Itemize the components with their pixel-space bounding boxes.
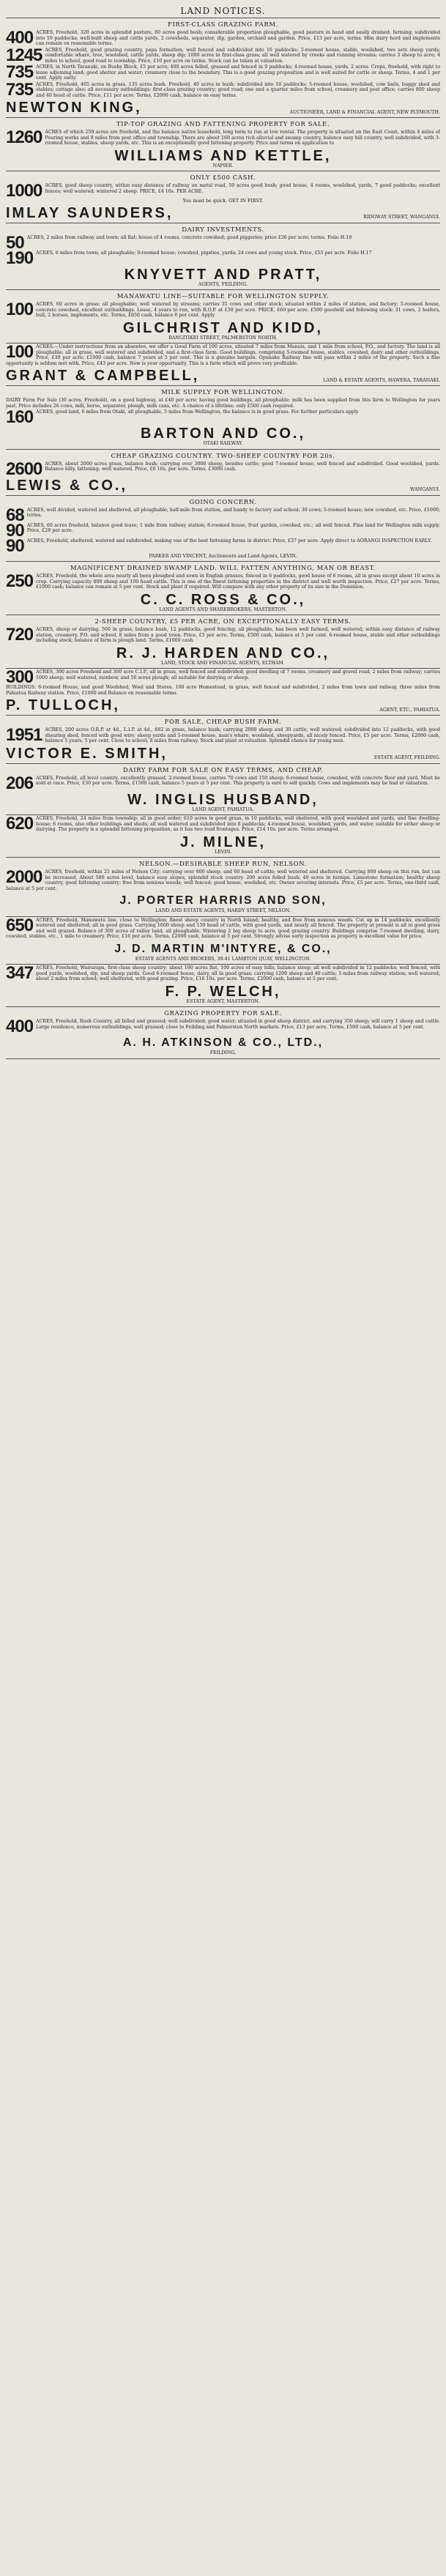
agent-address: LAND, STOCK AND FINANCIAL AGENTS, ELTHAM. <box>161 660 285 666</box>
ad-heading: GRAZING PROPERTY FOR SALE. <box>164 1010 282 1017</box>
agent-name: C. C. ROSS & CO., <box>140 591 306 608</box>
ad-paragraph <box>6 127 440 147</box>
ad-paragraph <box>6 79 440 100</box>
ad-text: ACRES, 300 acres Freehold and 300 acre C.I.P., all in grass, well fenced and subdivided; good dwelling of 7 rooms, creamery and gravel road, 2 miles from railway; carries 1000 sheep; well watered, rainbow, and 50 acres plough; all suitable for dairying or sheep. <box>36 669 440 680</box>
agent-address: RIDGWAY STREET, WANGANUI. <box>363 215 440 220</box>
agent-name: LEWIS & CO., <box>6 477 127 494</box>
acreage-figure: 160 <box>6 407 34 427</box>
agent-name: W. INGLIS HUSBAND, <box>127 791 319 808</box>
agent-name: R. J. HARDEN AND CO., <box>116 645 330 661</box>
ad-text: ACRES, Freehold, 465 acres in grass, 135 acres bush. Freehold, 40 acres in bush; subdivided into 10 paddocks; 5-roomed house, woolshed, cow bails, buggy shed and stables; cottage also; all necessary outbuildings; first-class grazing country; good road; one and a quarter miles from school, creamery and post office; carries 800 sheep and 40 head of cattle. Price, £11 per acre; Terms, £2000 cash, balance on easy terms. <box>36 81 440 98</box>
agent-address: ESTATE AGENTS AND BROKERS, 39-41 LAMBTON QUAY, WELLINGTON. <box>135 956 311 962</box>
acreage-figure: 100 <box>6 300 34 319</box>
section-title: LAND NOTICES. <box>180 6 266 16</box>
ad-paragraph <box>6 398 440 409</box>
advertisement <box>6 223 440 291</box>
agent-address: NAPIER. <box>212 163 234 168</box>
agent-name: J. MILNE, <box>179 834 266 850</box>
agent-name: J. D. MARTIN M'INTYRE, & CO., <box>114 942 332 955</box>
ad-paragraph <box>6 773 440 793</box>
agent-block <box>6 204 440 220</box>
advertisement <box>6 171 440 223</box>
ad-paragraph <box>6 344 440 366</box>
ad-heading: DAIRY INVESTMENTS. <box>182 226 264 234</box>
ad-paragraph <box>6 627 440 644</box>
acreage-figure: 1951 <box>6 725 42 745</box>
ad-heading: FOR SALE, CHEAP BUSH FARM. <box>164 719 282 726</box>
ad-text: ACRES, good sheep country, within easy distance of railway on metal road, 50 acres good bush; good house, 4 rooms, woolshed, yards, 7 good paddocks; excellent fences; well watered; wintered 2 sheep. PRICE, £4 10s. PER ACRE. <box>45 183 440 194</box>
agent-name: GILCHRIST AND KIDD, <box>123 319 323 336</box>
ad-heading: MILK SUPPLY FOR WELLINGTON. <box>161 389 285 396</box>
agent-address: ESTATE AGENT, MASTERTON. <box>186 998 260 1004</box>
acreage-figure: 250 <box>6 571 34 591</box>
ad-paragraph <box>6 302 440 319</box>
agent-name: P. TULLOCH, <box>6 697 120 713</box>
advertisement <box>6 290 440 344</box>
advertisement <box>6 764 440 816</box>
ad-paragraph <box>6 669 440 687</box>
ad-heading: GOING CONCERN. <box>189 498 257 506</box>
acreage-figure: 735 <box>6 79 34 100</box>
acreage-figure: 620 <box>6 815 34 834</box>
agent-address: RANGITIKEI STREET, PALMERSTON NORTH. <box>168 335 278 341</box>
ad-paragraph <box>6 685 440 696</box>
advertisement <box>6 562 440 615</box>
agent-block <box>6 745 440 761</box>
advertisement <box>6 386 440 450</box>
ad-text: ACRES of which 250 acres are freehold, and the balance native leasehold, long term to run at low rental. The property is situated on the East Coast, within 4 miles of Pouring works and 8 miles from post office and township. There are about 160 acres rich alluvial and swamp country, balance easy hill country, well subdivided, with 3-roomed house, stables, sheep yards, etc. This is an exceptionally good fattening property. Price and terms on application to <box>45 130 440 146</box>
acreage-figure: 68 <box>6 505 24 525</box>
acreage-figure: 90 <box>6 520 24 541</box>
agent-address: FEILDING. <box>209 1050 237 1055</box>
agent-name: IMLAY SAUNDERS, <box>6 204 174 221</box>
acreage-figure: 400 <box>6 1017 34 1036</box>
ad-paragraph <box>6 505 440 525</box>
ad-text: ACRES, Freehold, 320 acres in splendid pasture, 80 acres good bush; considerable proportion ploughable, good pasture in hand and easily drained; farming; subdivided into 10 paddocks; well-built sheep and cattle yards, 2 cowsheds, separator, dip, garden, orchard and garden. Price, £13 per acre, terms. Hbn dairy herd and implements can remain on reasonable terms. <box>36 30 440 46</box>
advertisement <box>6 496 440 563</box>
ad-text: ACRES, 200 acres O.R.P. at 4d., L.I.P. at 4d., 882 in grass, balance bush; carrying 2000 sheep and 30 cattle; well watered; subdivided into 12 paddocks, with good shearing shed, fenced with good wire; sheep yards and 5-roomed house, man's whare, woolshed, sheepyards, all nicely fenced. Price, £5 per acre. Terms, £2000 cash, balance 5 years, 5 per cent. Close to school; 8 miles from railway. Stock and plant at valuation. Splendid chance for young men. <box>45 727 440 743</box>
ad-text: ACRES, in North Taranaki, on Bushy Block, £5 per acre; 400 acres felled, grassed and fenced in 9 paddocks; 4-roomed house, yards, 2 acres. Crops, freehold, with right to lease adjoining land; good shelter and water; creamery close to the boundary. This is a good grazing proposition and is well suited for cattle or sheep. Terms, 4 and 1 per cent. Apply early. <box>36 64 440 81</box>
acreage-figure: 1000 <box>6 181 42 201</box>
advertisement <box>6 716 440 764</box>
ad-heading: DAIRY FARM FOR SALE ON EASY TERMS, AND CHEAP. <box>123 766 323 774</box>
ad-text: DAIRY Farm For Sale (30 acres, Freehold), on a good highway, at £40 per acre; having good buildings, all ploughable; milk has been supplied from this farm to Wellington for years past. Price includes 26 cows, mill, horse, separator, plough, milk cans, etc. A chance of a lifetime; only £500 cash required. <box>6 398 440 409</box>
agent-block <box>6 99 440 115</box>
acreage-figure: 735 <box>6 62 34 82</box>
ad-paragraph <box>6 459 440 479</box>
agent-name: BARTON AND CO., <box>141 426 305 442</box>
agent-name: NEWTON KING, <box>6 100 142 116</box>
ad-paragraph <box>6 45 440 65</box>
agent-block <box>6 477 440 493</box>
ad-text: ACRES, Freehold, Wairarapa, first-class sheep country; about 100 acres flat, 100 acres of easy hills, balance steep; all well subdivided in 12 paddocks; well fenced, with good yards, woolshed, dip, and sheep yards. Good 6-roomed house, dairy, all in good grass; carrying 1200 sheep and 40 cattle; 5 miles from railway station; well watered; about 2 miles from school; well sheltered, with good grazing. Price, £16 10s. per acre. Terms, £2000 cash, balance at 5 per cent. <box>36 965 440 981</box>
agent-block <box>6 367 440 383</box>
acreage-figure: 206 <box>6 773 34 793</box>
agent-address: LAND AND ESTATE AGENTS, HARDY STREET, NELSON. <box>155 908 291 913</box>
agent-address: LAND AGENTS AND SHAREBROKERS, MASTERTON. <box>159 606 287 612</box>
agent-address: AGENTS, FEILDING. <box>198 281 248 287</box>
ad-text: ACRES, Freehold, Rush Country, all felled and grassed; well subdivided; good water; situated in good sheep district, and carrying 350 sheep; will carry 1 sheep and cattle. Large residence, numerous outbuildings, well grassed; close to Feilding and Palmerston North markets. Price, £13 per acre. Terms, £500 cash, balance at 5 per cent. <box>36 1019 440 1030</box>
agent-name: WILLIAMS AND KETTLE, <box>114 147 332 164</box>
ad-text: ACRES, Freehold, all level country, excellently grassed, 2-roomed house, carries 70 cows and 150 sheep; 6-roomed house, cowshed, with concrete floor and yard. Must be sold at once. Price, £30 per acre. Terms, £1500 cash, balance 5 years at 5 per cent. This property is sure to sell quickly. Cows and implements may be had at valuation. <box>36 775 440 786</box>
agent-name: VICTOR E. SMITH, <box>6 745 168 762</box>
ad-heading: 2-SHEEP COUNTRY, £5 PER ACRE, ON EXCEPTIONALLY EASY TERMS. <box>94 618 352 626</box>
acreage-figure: 90 <box>6 535 24 556</box>
ad-heading: FIRST-CLASS GRAZING FARM. <box>167 21 279 29</box>
ad-text: ACRES.—Under instructions from an absentee, we offer a Good Farm of 100 acres, situated 7 miles from Manaia, and 1 mile from school, P.O., and factory. The land is all ploughable; all in grass, well watered and subdivided, and a first-class farm. Good buildings, comprising 5-roomed house, stables, cowshed, dairy and other outbuildings. Price, £30 per acre; £1000 cash, balance 7 years at 5 per cent. This is a genuine bargain. Opunake Railway line will pass within 2 miles of the property. Such a fine opportunity is seldom met with. Price, £43 per acre. Now is your opportunity. This is a farm which will prove very profitable. <box>6 344 440 366</box>
ad-heading: ONLY £500 CASH. <box>190 174 256 182</box>
ad-heading: MANAWATU LINE—SUITABLE FOR WELLINGTON SUPPLY. <box>116 293 330 300</box>
acreage-figure: 650 <box>6 916 34 935</box>
acreage-figure: 50 <box>6 232 24 253</box>
acreage-figure: 720 <box>6 625 34 645</box>
advertisement <box>6 858 440 917</box>
ad-text: ACRES, Freehold, Manawatu line, close to Wellington; finest sheep country in North Island; healthy, and free from noxious weeds. Cut up in 14 paddocks, excellently watered and sheltered; all in good grass. Carrying 1600 sheep and 150 head of cattle, with good yards, and nearly all fenced. The property at present is all in good grass and well grazed. Balance of 300 acres of valley land, all ploughable. Wintering 2 big sheep to acre, good grazing country. Buildings comprise 7-roomed dwelling, dairy, cowshed, stables, etc., 1 mile to creamery. Price, £16 per acre. Terms, £2000 cash, balance at 5 per cent. Strongly advise early inspection as property is excellent value for price. <box>6 917 440 939</box>
land-notices-column <box>6 0 440 1059</box>
ad-paragraph <box>6 571 440 591</box>
agent-address: AGENT, ETC., PAHIATUA. <box>379 707 440 713</box>
advertisement <box>6 815 440 858</box>
ad-heading: CHEAP GRAZING COUNTRY. TWO-SHEEP COUNTRY FOR 20s. <box>111 452 335 460</box>
acreage-figure: 1245 <box>6 45 42 65</box>
ad-paragraph <box>6 1017 440 1036</box>
ad-text: ACRES, sheep or dairying. 500 in grass, balance bush, 12 paddocks, good fencing; all ploughable, has been well farmed, well watered; within easy distance of railway station, creamery, P.O. and school, 8 miles from a good town. Price, £5 per acre. Terms, £500 cash, balance at 5 per cent. 6-roomed house, stable and other outbuildings including stock; balance of farm is plough land. Terms, £1000 cash. <box>36 627 440 643</box>
acreage-figure: 1260 <box>6 127 42 147</box>
ad-text: ACRES, Freehold, sheltered, watered and subdivided, making one of the best fattening farms in district. Price, £37 per acre. Apply direct to AORANGI INSPECTION EARLY. <box>26 538 432 543</box>
ad-text: ACRES, Freehold, good grazing country, papa formation; well fenced and subdivided into 16 paddocks; 5-roomed house, stable, woolshed, two sets sheep yards; comfortable whare, tree, woolshed, cattle yards, sheep dip; 1000 acres in first-class grass; all well watered by creeks and running streams; carries 3 sheep to acre; 4 miles to school, good road to township. Price, £10 per acre on terms. Stock can be taken at valuation. <box>45 47 440 64</box>
ad-paragraph <box>6 407 440 427</box>
ad-text: ACRES, 60 acres in grass; all ploughable; well watered by streams; carries 35 cows and other stock; situated within 2 miles of station, and factory; 5-roomed house, concrete cowshed, excellent outbuildings. Lease, 4 years to run, with R.O.P. at £30 per acre. PRICE, £60 per acre. £500 goodwill and following stock: 31 cows, 2 heifers, bull, 2 horses, implements, etc. Terms, £650 cash, balance 6 per cent. Apply <box>36 302 440 318</box>
ad-paragraph <box>6 248 440 268</box>
ad-text: ACRES, about 2000 acres grass, balance bush; carrying over 3000 sheep, besides cattle; good 7-roomed house, well fenced and subdivided. Good woolshed, yards. Balance hilly, fattening; well watered. Price, £6 10s. per acre. Terms, £3000 cash. <box>45 461 440 472</box>
advertisement <box>6 965 440 1007</box>
ad-text: ACRES, 60 acres freehold, balance good lease; 1 mile from railway station; 8-roomed house, fruit garden, cowshed, etc.; all well fenced. Fine land for Wellington milk supply. Price, £28 per acre. <box>26 522 440 533</box>
ad-text: ACRES, well divided, watered and sheltered, all ploughable; half-mile from station, and handy to factory and school; 30 cows; 5-roomed house; new cowshed, etc. Price, £1000; terms. <box>26 507 440 518</box>
ad-paragraph <box>6 727 440 744</box>
agent-address: WANGANUI. <box>409 487 440 492</box>
advertisement <box>6 344 440 386</box>
ad-text: ACRES, Freehold, the whole area nearly all been ploughed and sown in English grasses, fenced in 6 paddocks, good house of 6 rooms, all in grass except about 10 acres in crop. Carrying capacity 800 sheep and 100 head cattle. This is one of the finest fattening properties in the district and well worth inspection. Price, £27 per acre. Terms, £1000 cash; balance can remain at 5 per cent. Stock and plant if required. Will compare with any other property of its size in the Dominion. <box>36 574 440 590</box>
advertisement <box>6 18 440 118</box>
ad-text: BUILDINGS: 6-roomed House, and good Woolshed, Wool and Stores. 100 acre Homestead, in grass, well fenced and subdivided, 2 miles from town and railway, three miles from Pahiatua Railway station. Price, £1000 and Balance on reasonable terms. <box>6 685 440 696</box>
ad-heading: TIP-TOP GRAZING AND FATTENING PROPERTY FOR SALE. <box>116 121 330 128</box>
agent-line: PARKER AND VINCENT, Auctioneers and Land Agents, LEVIN. <box>149 553 297 559</box>
advertisement <box>6 615 440 669</box>
ad-paragraph <box>6 869 440 891</box>
agent-name: J. PORTER HARRIS AND SON, <box>119 894 327 907</box>
ad-text: ACRES, freehold, within 25 miles of Nelson City; carrying over 800 sheep, and 60 head of cattle; well watered and sheltered. Carrying 800 sheep on this run, but can be increased. About 500 acres level, balance easy slopes, splendid stock country. 200 acres felled bush; 40 acres in turnips. Limestone formation; healthy sheep country, good fattening country; free from noxious weeds; well fenced; good house, woolshed, etc. Owner severing interests. Price, £5 per acre. Terms, one-third cash, balance at 5 per cent. <box>6 869 440 891</box>
acreage-figure: 300 <box>6 669 34 687</box>
advertisement <box>6 669 440 716</box>
acreage-figure: 400 <box>6 28 34 48</box>
agent-address: LEVIN. <box>215 849 231 855</box>
agent-address: OTAKI RAILWAY. <box>203 441 243 446</box>
acreage-figure: 100 <box>6 344 34 362</box>
advertisement <box>6 450 440 496</box>
agent-name: A. H. ATKINSON & CO., LTD., <box>122 1036 324 1049</box>
agent-name: F. P. WELCH, <box>165 983 281 1000</box>
ad-paragraph <box>6 30 440 47</box>
agent-address: LAND AGENT, PAHIATUA. <box>192 806 254 812</box>
ad-paragraph <box>6 64 440 81</box>
agent-name: GRANT & CAMPBELL, <box>6 368 200 384</box>
ad-heading: MAGNIFICENT DRAINED SWAMP LAND. WILL FATTEN ANYTHING, MAN OR BEAST. <box>70 565 376 572</box>
ads-list <box>6 18 440 1059</box>
acreage-figure: 2600 <box>6 459 42 479</box>
agent-address: AUCTIONEER, LAND & FINANCIAL AGENT, NEW PLYMOUTH. <box>289 109 440 115</box>
acreage-figure: 190 <box>6 248 34 268</box>
agent-name: KNYVETT AND PRATT, <box>124 266 322 283</box>
ad-subheading: You must be quick. GET IN FIRST. <box>182 198 264 204</box>
ad-text: ACRES, good land, 6 miles from Otaki, all ploughable, 5 miles from Wellington, the balance is in good grass. For further particulars apply <box>36 409 359 415</box>
agent-address: LAND & ESTATE AGENTS, HAWERA, TARANAKI. <box>323 377 440 383</box>
agent-address: ESTATE AGENT, FEILDING. <box>373 755 440 760</box>
acreage-figure: 2000 <box>6 867 42 887</box>
acreage-figure: 347 <box>6 965 34 983</box>
ad-heading: NELSON.—DESIRABLE SHEEP RUN, NELSON. <box>139 861 307 868</box>
ad-text: ACRES, 6 miles from town; all ploughable; 8-roomed house; cowshed, pigsties, yards; 24 cows and young stock. Price, £55 per acre. Folio H.17 <box>36 250 372 256</box>
ad-paragraph <box>6 965 440 982</box>
advertisement <box>6 1007 440 1059</box>
agent-block <box>6 697 440 713</box>
advertisement <box>6 917 440 965</box>
ad-paragraph <box>6 816 440 833</box>
ad-text: ACRES, Freehold, 24 miles from township; all in good order; 610 acres in good grass, in 10 paddocks, well sheltered, with good woolshed and yards, and fine dwelling-house; 6 rooms, also other buildings and sheds; all well watered and subdivided into 8 paddocks; 4-roomed house, woolshed, yards, and water, suitable for either sheep or dairying. The property is a splendid fattening proposition, as it has two road frontages. Price, £14 10s. per acre. Terms arranged. <box>36 816 440 832</box>
advertisement <box>6 118 440 171</box>
ad-text: ACRES, 2 miles from railway and town; all flat; house of 4 rooms; concrete cowshed; good piggeries; price £36 per acre; terms. Folio H.19 <box>26 234 352 240</box>
ad-paragraph <box>6 918 440 940</box>
